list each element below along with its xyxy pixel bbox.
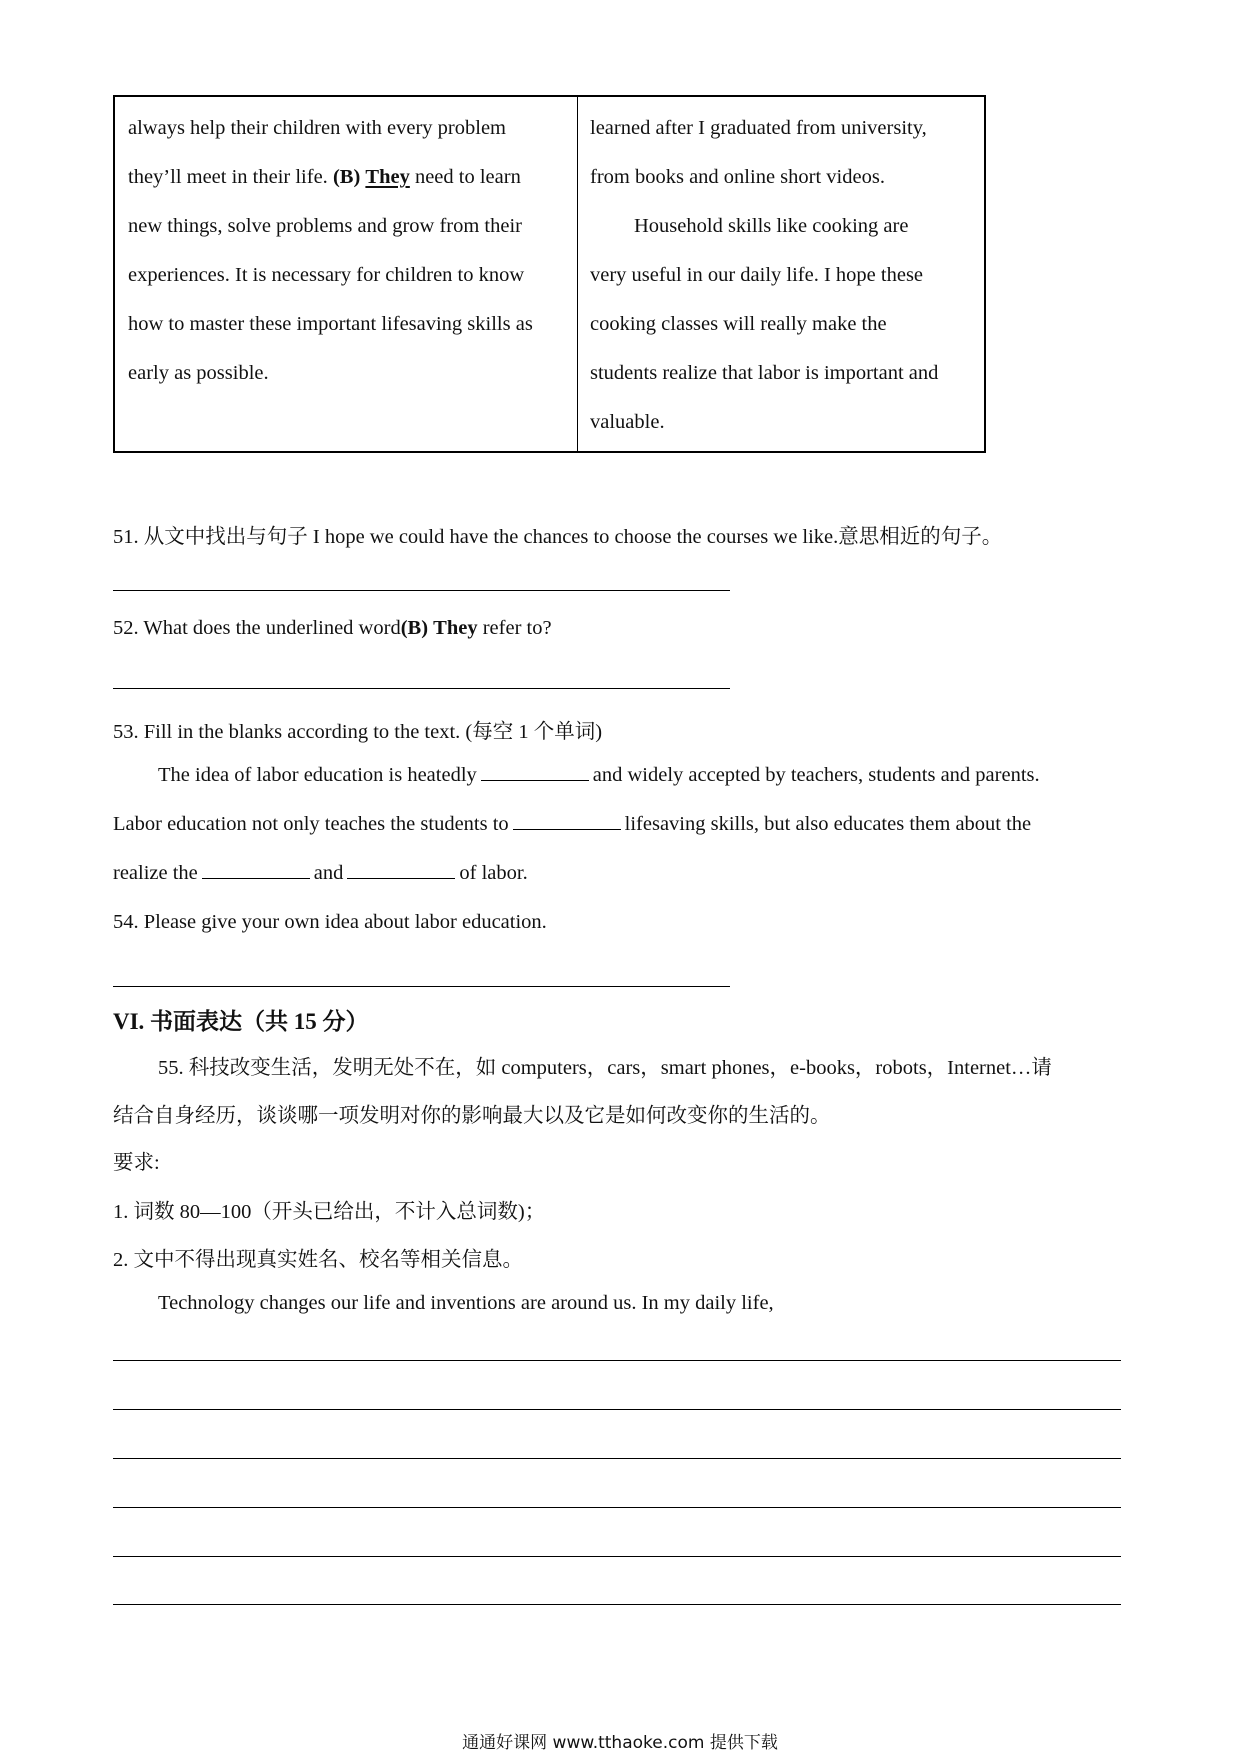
section-title-writing: VI. 书面表达（共 15 分） — [113, 1009, 369, 1034]
marker-label: (B) — [332, 166, 361, 188]
q53-text: and — [313, 862, 344, 884]
essay-line-2[interactable] — [113, 1409, 1121, 1410]
passage-left-line: early as possible. — [128, 362, 269, 384]
fill-blank-3[interactable] — [202, 862, 310, 879]
marker-label: (B) — [400, 617, 429, 639]
passage-left-column — [115, 97, 578, 451]
passage-right-line: cooking classes will really make the — [590, 313, 887, 335]
fill-blank-2[interactable] — [513, 813, 621, 830]
underlined-word: They — [365, 166, 410, 188]
question-51: 51. 从文中找出与句子 I hope we could have the chances to choose the courses we like.意思相近的句子。 — [113, 526, 1003, 548]
q53-text: The idea of labor education is heatedly — [158, 764, 477, 786]
q53-text: realize the — [113, 862, 198, 884]
q53-text: lifesaving skills, but also educates them about the — [624, 813, 1032, 835]
question-54: 54. Please give your own idea about labor education. — [113, 911, 547, 933]
question-55-line-2: 结合自身经历，谈谈哪一项发明对你的影响最大以及它是如何改变你的生活的。 — [113, 1105, 831, 1127]
fill-blank-4[interactable] — [347, 862, 455, 879]
essay-line-6[interactable] — [113, 1604, 1121, 1605]
essay-line-3[interactable] — [113, 1458, 1121, 1459]
passage-right-line: very useful in our daily life. I hope these — [590, 264, 924, 286]
question-53: 53. Fill in the blanks according to the text. (每空 1 个单词) — [113, 721, 603, 743]
passage-left-line — [128, 153, 565, 202]
q53-paragraph-line-3 — [113, 862, 528, 885]
question-52-text: 52. What does the underlined word — [113, 617, 401, 639]
passage-right-line: valuable. — [590, 411, 665, 433]
passage-right-column — [578, 97, 984, 451]
passage-left-line: new things, solve problems and grow from their — [128, 215, 522, 237]
passage-right-line — [590, 202, 972, 251]
question-52-text: refer to? — [477, 617, 552, 639]
page-footer: 通通好课网 www.tthaoke.com 提供下载 — [462, 1733, 778, 1753]
essay-line-5[interactable] — [113, 1556, 1121, 1557]
fill-blank-1[interactable] — [481, 764, 589, 781]
passage-left-line: how to master these important lifesaving skills as — [128, 313, 533, 335]
requirements-label: 要求: — [113, 1152, 160, 1174]
passage-right-line: from books and online short videos. — [590, 166, 885, 188]
answer-line-51[interactable] — [113, 590, 730, 591]
q53-paragraph-line-1 — [158, 764, 1040, 787]
passage-left-line: always help their children with every problem — [128, 117, 506, 139]
essay-opening: Technology changes our life and inventions are around us. In my daily life, — [158, 1292, 774, 1314]
essay-line-4[interactable] — [113, 1507, 1121, 1508]
q53-text: and widely accepted by teachers, students and parents. — [592, 764, 1040, 786]
passage-right-line: students realize that labor is important and — [590, 362, 939, 384]
passage-left-line: experiences. It is necessary for children to know — [128, 264, 525, 286]
q53-text: of labor. — [459, 862, 528, 884]
passage-right-line: learned after I graduated from university, — [590, 117, 927, 139]
q53-paragraph-line-2 — [113, 813, 1031, 836]
question-55-line-1: 55. 科技改变生活，发明无处不在，如 computers，cars，smart phones，e-books，robots，Internet…请 — [158, 1057, 1052, 1079]
passage-left-line-text: need to learn — [409, 166, 521, 188]
essay-line-1[interactable] — [113, 1360, 1121, 1361]
passage-left-line-text: they’ll meet in their life. — [128, 166, 333, 188]
passage-table — [113, 95, 986, 453]
question-52 — [113, 617, 552, 640]
marked-word: They — [433, 617, 478, 639]
requirement-1: 1. 词数 80—100（开头已给出，不计入总词数)； — [113, 1201, 546, 1223]
q53-text: Labor education not only teaches the students to — [113, 813, 509, 835]
answer-line-52[interactable] — [113, 688, 730, 689]
passage-right-line-text: Household skills like cooking are — [634, 215, 909, 237]
requirement-2: 2. 文中不得出现真实姓名、校名等相关信息。 — [113, 1249, 523, 1271]
answer-line-54[interactable] — [113, 986, 730, 987]
